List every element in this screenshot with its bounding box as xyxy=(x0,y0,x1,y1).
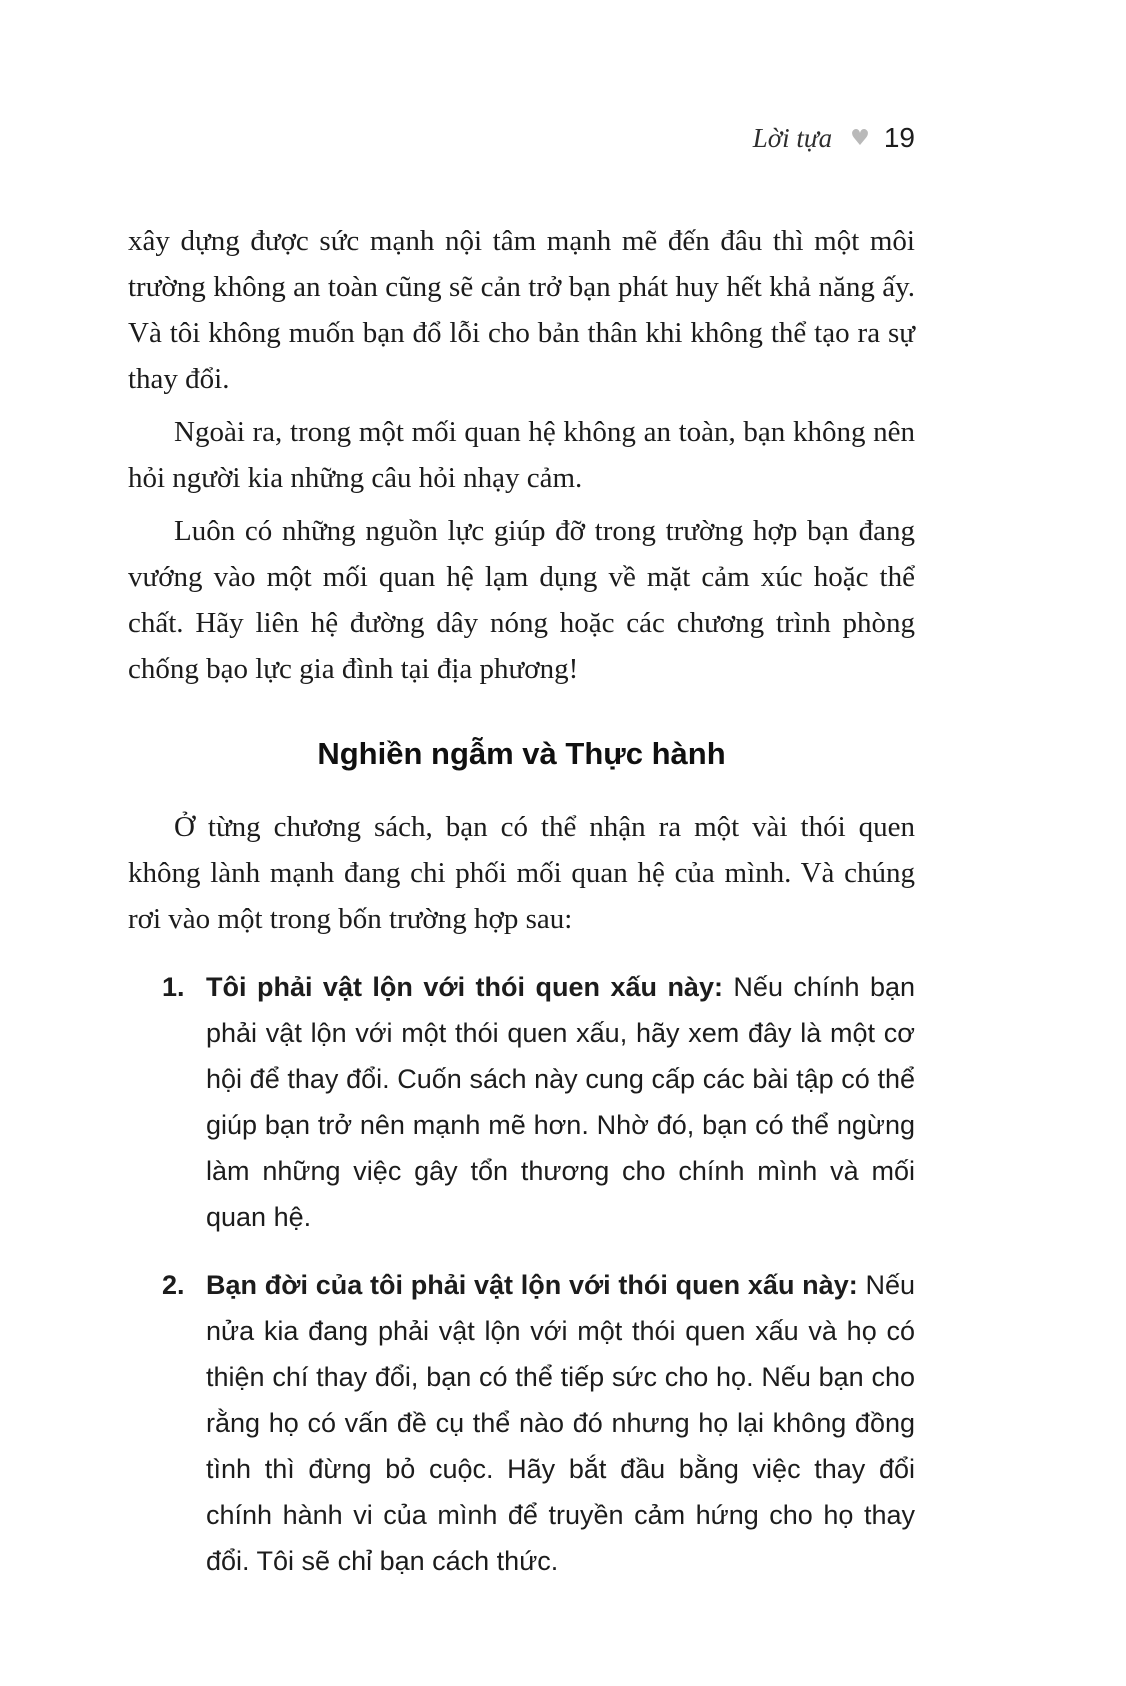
page-body xyxy=(128,218,915,1584)
list-item-lead: Bạn đời của tôi phải vật lộn với thói quen xấu này: xyxy=(206,1270,858,1300)
section-intro-paragraph: Ở từng chương sách, bạn có thể nhận ra một vài thói quen không lành mạnh đang chi phối mối quan hệ của mình. Và chúng rơi vào một trong bốn trường hợp sau: xyxy=(128,811,915,935)
list-item-body: Nếu nửa kia đang phải vật lộn với một thói quen xấu và họ có thiện chí thay đổi, bạn có thể tiếp sức cho họ. Nếu bạn cho rằng họ có vấn đề cụ thể nào đó nhưng họ lại không đồng tình thì đừng bỏ cuộc. Hãy bắt đầu bằng việc thay đổi chính hành vi của mình để truyền cảm hứng cho họ thay đổi. Tôi sẽ chỉ bạn cách thức. xyxy=(206,1270,915,1576)
paragraph-continuation: xây dựng được sức mạnh nội tâm mạnh mẽ đến đâu thì một môi trường không an toàn cũng sẽ cản trở bạn phát huy hết khả năng ấy. Và tôi không muốn bạn đổ lỗi cho bản thân khi không thể tạo ra sự thay đổi. xyxy=(128,225,915,395)
paragraph: Luôn có những nguồn lực giúp đỡ trong trường hợp bạn đang vướng vào một mối quan hệ lạm dụng về mặt cảm xúc hoặc thể chất. Hãy liên hệ đường dây nóng hoặc các chương trình phòng chống bạo lực gia đình tại địa phương! xyxy=(128,515,915,685)
list-item-number: 2. xyxy=(162,1270,185,1300)
paragraph: Ngoài ra, trong một mối quan hệ không an toàn, bạn không nên hỏi người kia những câu hỏi nhạy cảm. xyxy=(128,416,915,494)
list-item xyxy=(128,964,915,1240)
list-item-text xyxy=(206,964,915,1240)
running-title: Lời tựa xyxy=(752,123,833,153)
section-heading: Nghiền ngẫm và Thực hành xyxy=(317,736,726,771)
numbered-list xyxy=(128,964,915,1584)
page-number: 19 xyxy=(883,122,915,153)
heart-icon: ♥ xyxy=(850,125,870,151)
list-item-text xyxy=(206,1262,915,1584)
list-item xyxy=(128,1262,915,1584)
list-item-body: Nếu chính bạn phải vật lộn với một thói quen xấu, hãy xem đây là một cơ hội để thay đổi. Cuốn sách này cung cấp các bài tập có thể giúp bạn trở nên mạnh mẽ hơn. Nhờ đó, bạn có thể ngừng làm những việc gây tổn thương cho chính mình và mối quan hệ. xyxy=(206,972,915,1232)
page-header xyxy=(128,122,915,154)
list-item-lead: Tôi phải vật lộn với thói quen xấu này: xyxy=(206,972,723,1002)
list-item-number: 1. xyxy=(162,972,185,1002)
